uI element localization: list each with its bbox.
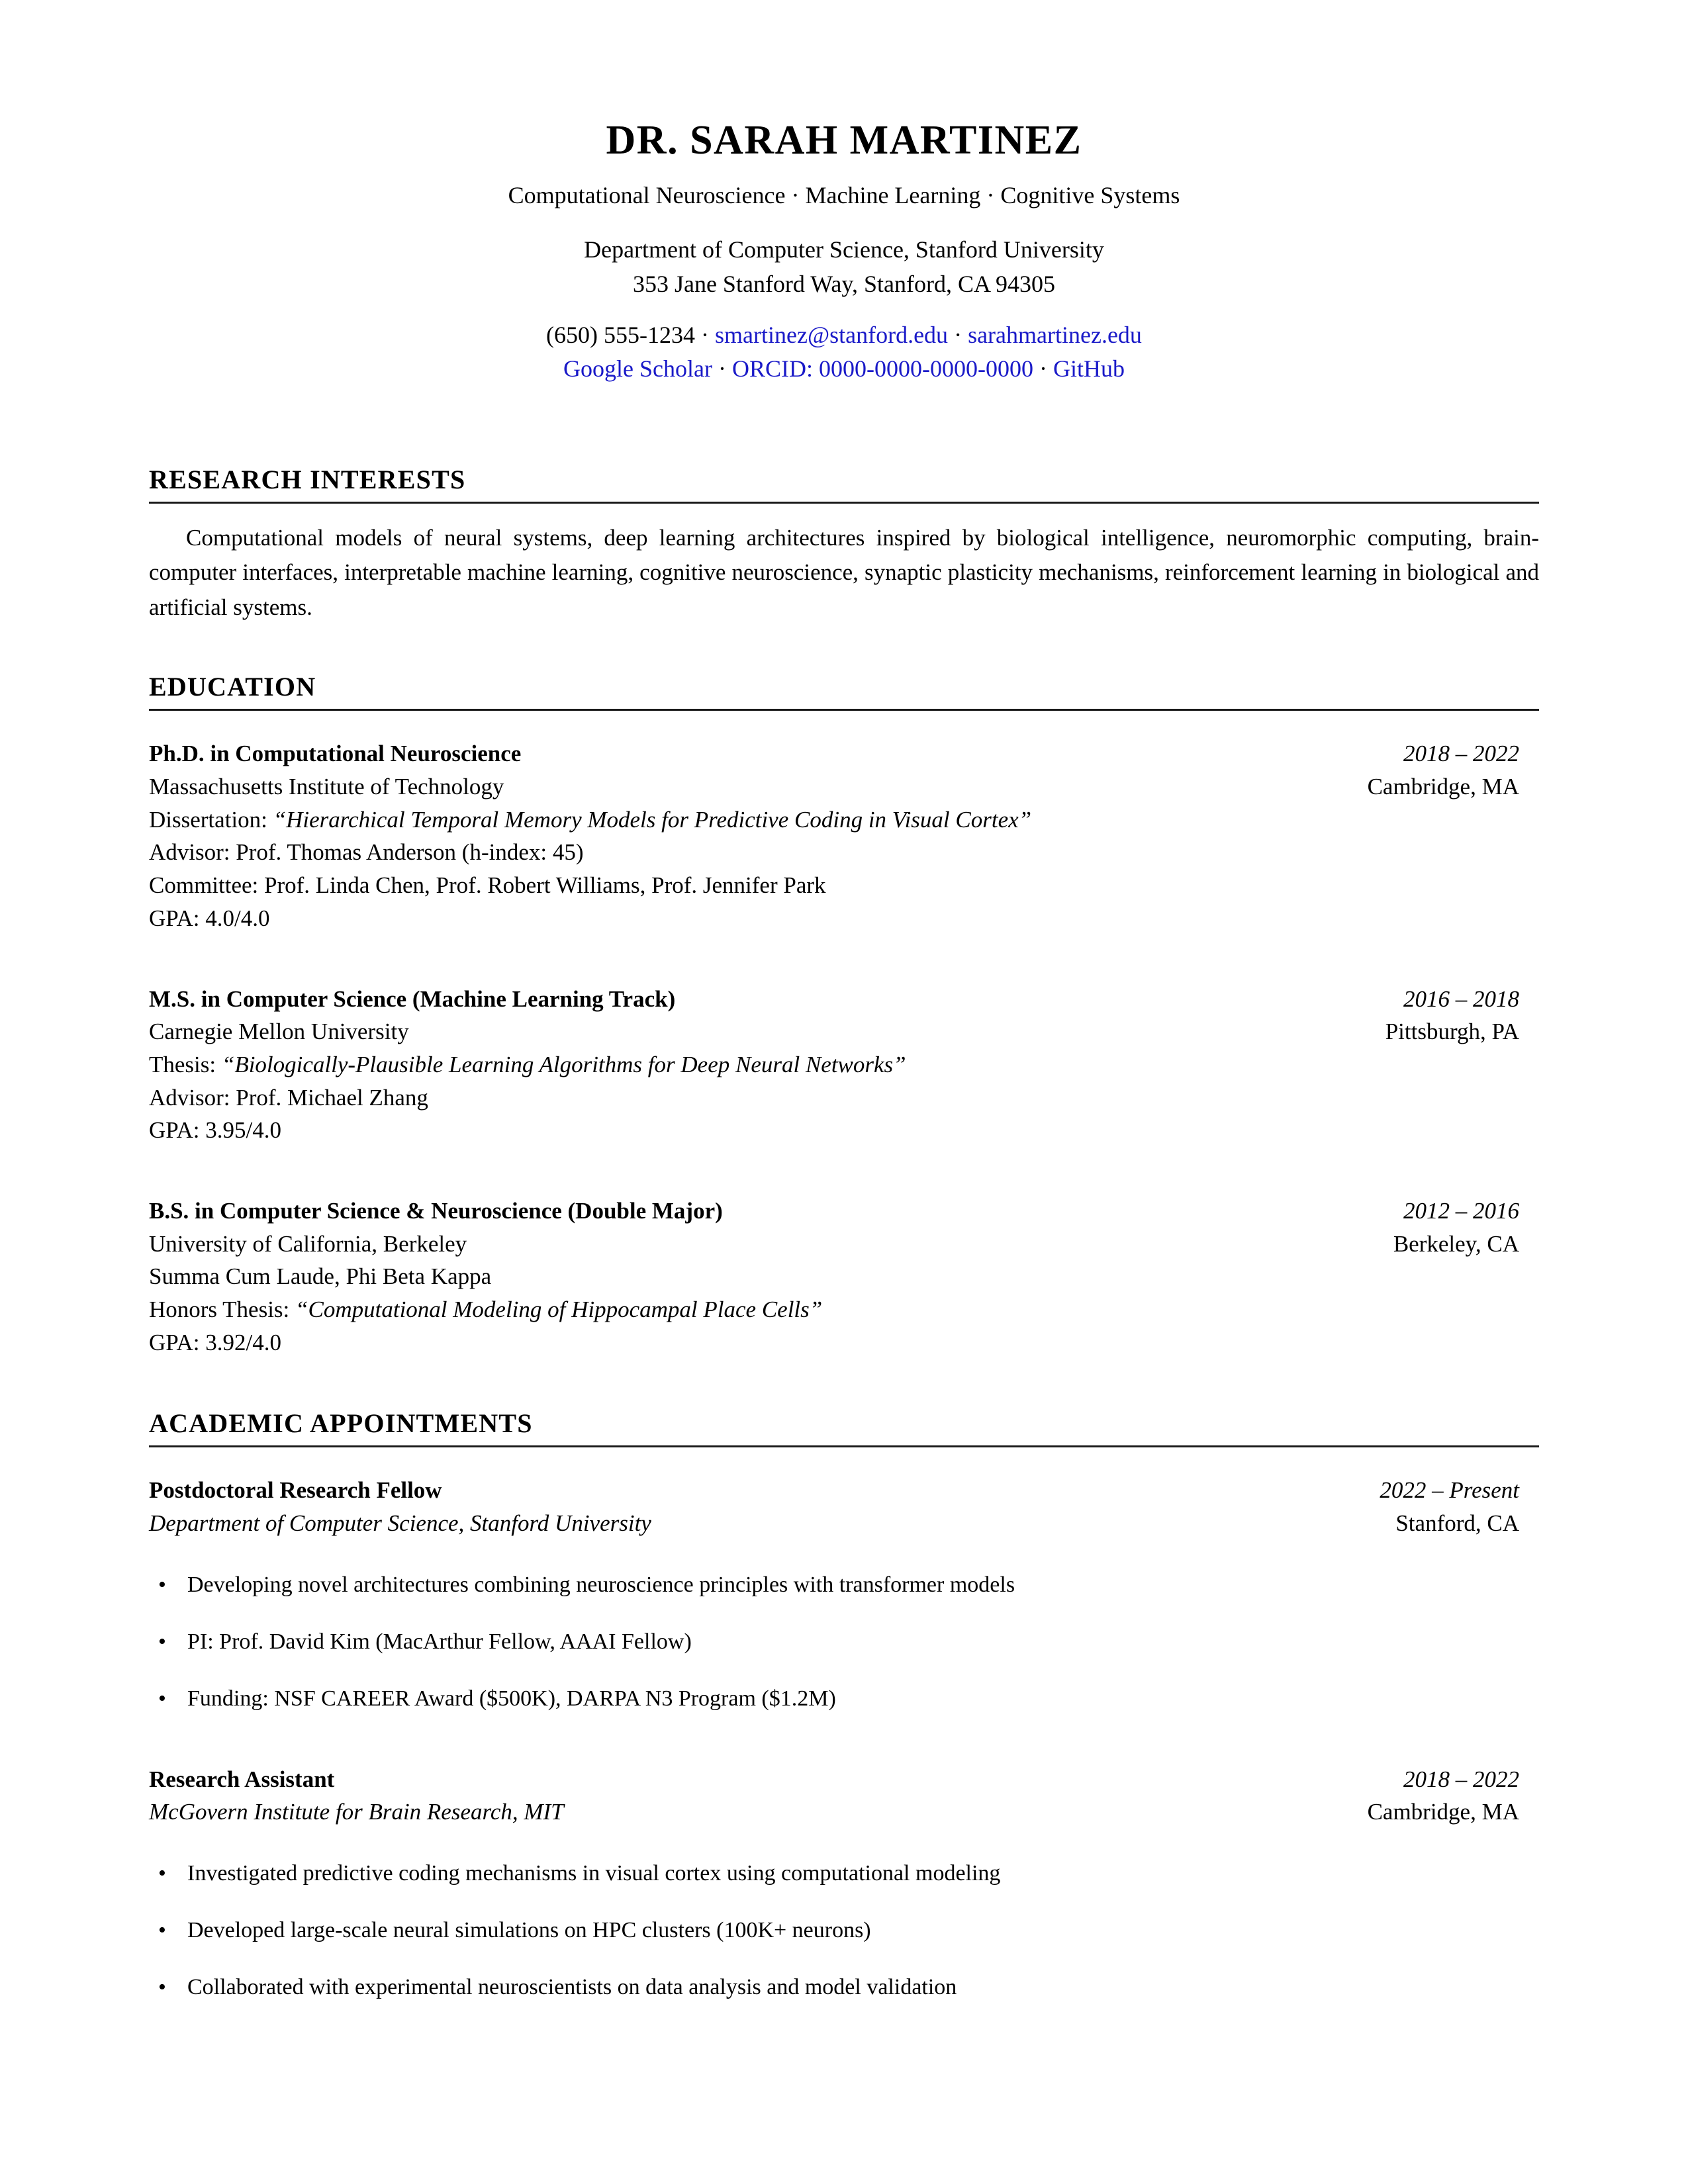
position-dates: 2022 – Present (1380, 1477, 1519, 1504)
contact-line-profiles (149, 352, 1539, 386)
section-divider (149, 502, 1539, 504)
contact-block (149, 318, 1539, 386)
separator-dot: · (1039, 355, 1047, 382)
entry-detail (149, 803, 1539, 837)
entry-detail: Advisor: Prof. Thomas Anderson (h-index: 45) (149, 839, 584, 866)
address-line: 353 Jane Stanford Way, Stanford, CA 94305 (632, 270, 1056, 297)
entry-detail (149, 1293, 1539, 1326)
degree-title: B.S. in Computer Science & Neuroscience (Double Major) (149, 1197, 723, 1224)
organization-name: Department of Computer Science, Stanford University (149, 1510, 651, 1537)
institution-location: Cambridge, MA (1367, 774, 1519, 800)
list-item: • Developed large-scale neural simulations on HPC clusters (100K+ neurons) (149, 1915, 1539, 1946)
appointment-bullet-list (149, 1858, 1539, 2004)
list-item: • Investigated predictive coding mechanisms in visual cortex using computational modeling (149, 1858, 1539, 1889)
detail-value: “Biologically-Plausible Learning Algorithms for Deep Neural Networks” (221, 1051, 906, 1077)
position-dates: 2018 – 2022 (1403, 1766, 1519, 1792)
research-interests-paragraph: Computational models of neural systems, deep learning architectures inspired by biological intelligence, neuromorphic computing, brain-computer interfaces, interpretable machine learning, cognitive neuroscience, synaptic plasticity mechanisms, reinforcement learning in biological and artificial systems. (149, 524, 1539, 620)
section-academic-appointments (149, 1409, 1539, 2003)
detail-label: Thesis: (149, 1051, 216, 1077)
research-areas-tagline: Computational Neuroscience · Machine Learning · Cognitive Systems (508, 182, 1180, 209)
degree-dates: 2018 – 2022 (1403, 741, 1519, 767)
entry-organization-row (149, 1796, 1539, 1829)
entry-institution-row (149, 770, 1539, 803)
cv-header (149, 0, 1539, 386)
list-item: • PI: Prof. David Kim (MacArthur Fellow, AAAI Fellow) (149, 1626, 1539, 1658)
degree-dates: 2012 – 2016 (1403, 1197, 1519, 1224)
degree-title: Ph.D. in Computational Neuroscience (149, 741, 522, 767)
affiliation-line: Department of Computer Science, Stanford University (584, 236, 1104, 263)
section-education (149, 672, 1539, 1359)
institution-location: Pittsburgh, PA (1385, 1019, 1519, 1045)
page-title: DR. SARAH MARTINEZ (606, 118, 1082, 163)
detail-label: Dissertation: (149, 806, 267, 833)
entry-header-row (149, 1195, 1539, 1228)
position-title: Research Assistant (149, 1766, 335, 1792)
detail-value: “Computational Modeling of Hippocampal Place Cells” (295, 1297, 823, 1322)
section-heading-education: EDUCATION (149, 672, 316, 702)
organization-location: Stanford, CA (1395, 1510, 1519, 1537)
entry-header-row (149, 737, 1539, 770)
entry-detail: GPA: 3.95/4.0 (149, 1117, 282, 1144)
section-heading-research-interests: RESEARCH INTERESTS (149, 464, 466, 494)
institution-name: Massachusetts Institute of Technology (149, 774, 504, 800)
detail-label: Honors Thesis: (149, 1297, 290, 1322)
organization-name: McGovern Institute for Brain Research, MIT (149, 1799, 564, 1825)
section-research-interests (149, 465, 1539, 625)
section-heading-academic-appointments: ACADEMIC APPOINTMENTS (149, 1408, 533, 1439)
education-entry (149, 983, 1539, 1147)
section-divider (149, 1445, 1539, 1447)
list-item: • Developing novel architectures combining neuroscience principles with transformer models (149, 1569, 1539, 1601)
entry-header-row (149, 1474, 1539, 1507)
entry-detail: Summa Cum Laude, Phi Beta Kappa (149, 1263, 492, 1290)
entry-organization-row (149, 1507, 1539, 1540)
degree-title: M.S. in Computer Science (Machine Learning Track) (149, 985, 676, 1012)
google-scholar-link[interactable]: Google Scholar (563, 355, 712, 382)
orcid-link[interactable]: ORCID: 0000-0000-0000-0000 (731, 355, 1033, 382)
entry-header-row (149, 1763, 1539, 1796)
entry-detail: GPA: 3.92/4.0 (149, 1329, 282, 1355)
institution-name: University of California, Berkeley (149, 1230, 467, 1257)
organization-location: Cambridge, MA (1367, 1799, 1519, 1825)
institution-location: Berkeley, CA (1393, 1230, 1519, 1257)
entry-detail: Advisor: Prof. Michael Zhang (149, 1084, 428, 1111)
contact-line-primary (149, 318, 1539, 352)
entry-detail (149, 1048, 1539, 1081)
appointment-bullet-list (149, 1569, 1539, 1715)
education-entry (149, 1195, 1539, 1359)
website-link[interactable]: sarahmartinez.edu (968, 321, 1142, 348)
cv-content (149, 0, 1539, 2004)
github-link[interactable]: GitHub (1053, 355, 1125, 382)
entry-detail: Committee: Prof. Linda Chen, Prof. Robert Williams, Prof. Jennifer Park (149, 872, 826, 899)
phone-text: (650) 555-1234 (546, 321, 696, 348)
education-entry (149, 737, 1539, 934)
institution-name: Carnegie Mellon University (149, 1019, 409, 1045)
appointment-entry (149, 1763, 1539, 2004)
separator-dot: · (954, 321, 962, 348)
degree-dates: 2016 – 2018 (1403, 985, 1519, 1012)
list-item: • Funding: NSF CAREER Award ($500K), DARPA N3 Program ($1.2M) (149, 1683, 1539, 1715)
entry-detail: GPA: 4.0/4.0 (149, 905, 270, 931)
appointment-entry (149, 1474, 1539, 1715)
separator-dot: · (718, 355, 726, 382)
entry-institution-row (149, 1015, 1539, 1048)
entry-institution-row (149, 1228, 1539, 1261)
email-link[interactable]: smartinez@stanford.edu (715, 321, 949, 348)
detail-value: “Hierarchical Temporal Memory Models for Predictive Coding in Visual Cortex” (273, 806, 1032, 833)
position-title: Postdoctoral Research Fellow (149, 1477, 442, 1504)
section-divider (149, 709, 1539, 711)
entry-header-row (149, 983, 1539, 1016)
separator-dot: · (701, 321, 710, 348)
list-item: • Collaborated with experimental neuroscientists on data analysis and model validation (149, 1972, 1539, 2003)
